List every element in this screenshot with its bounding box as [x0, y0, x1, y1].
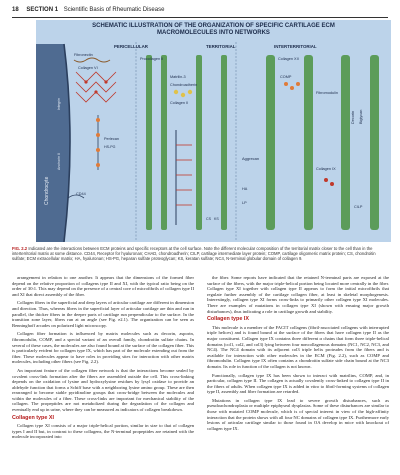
- label-procollagen-ii: Procollagen II: [140, 57, 164, 61]
- label-decorin: Decorin: [351, 110, 355, 124]
- label-cilp: CILP: [354, 205, 363, 209]
- collagen-ii-fibers: [146, 55, 227, 230]
- label-pericellular: PERICELLULAR: [114, 44, 148, 49]
- label-territorial: TERRITORIAL: [206, 44, 236, 49]
- paragraph: Collagen fibers in the superficial and deep layers of articular cartilage are different in dimension and direction. Thus, whereas fibers in the superficial layer of articular cartilage are thin and run in parallel, the thicker fibers in the deeper parts of cartilage run perpendicular to the surface. In the transition zone layer, fibers run at an angle (see Fig. e2.1). The organization can be seen as Benninghoff arcades on polarized light microscopy.: [12, 300, 194, 328]
- subheading-collagen-ix: Collagen type IX: [207, 316, 249, 323]
- label-integrin: Integrin: [57, 98, 61, 110]
- paragraph: Collagen fiber formation is influenced by matrix molecules such as decorin, asporin, fibromodulin, COMP, and a special variant of an overall family, chondroitin sulfate chains. In several of these cases, the molecules are also found bound at the surface of the collagen fiber. This is particularly evident for collagen type IX, which has part of the molecule extending out from the fiber. These molecules appear to have roles in providing sites for interaction with other matrix molecules, including other fibers (see Fig. 2.2).: [12, 331, 194, 365]
- label-cd44: CD44: [76, 192, 86, 196]
- caption-text: Indicated are the interactions between ECM proteins and specific receptors at the cell surface. Note the different molecular composition of the territorial matrix closer to the cell than in the interterritorial matrix at some distance. CD44, Receptor for hyaluronan; CHAD, chondroadherin; CILP, cartilage intermediate layer protein; COMP, cartilage oligomeric matrix protein; CS, chondroitin sulfate; ECM extracellular matrix; HA, hyaluronan; HS-PG, heparan sulfate proteoglycan; KS, keratan sulfate; NC4, N-terminal globular domain of collagen 9.: [12, 246, 376, 262]
- figure-title-line1: SCHEMATIC ILLUSTRATION OF THE ORGANIZATION OF SPECIFIC CARTILAGE ECM: [92, 23, 335, 29]
- label-comp: COMP: [280, 75, 292, 79]
- section-title: Scientific Basis of Rheumatic Disease: [63, 7, 165, 13]
- label-hs-pg: HS-PG: [104, 145, 116, 149]
- paragraph: Mutations in collagen type IX lead to severe growth disturbances, such as pseudoachondroplasia or multiple epiphyseal dysplasias. Some of these disturbances are similar to those with mutated COMP molecule, which is of special interest in view of the high-affinity interaction that the protein shows with all four NC domains of collagen type IX. Furthermore early lesions of articular cartilage similar to those found in OA develop in mice with knockout of collagen type IX.: [207, 397, 389, 431]
- label-biglycan: Biglycan: [359, 109, 363, 124]
- paragraph: This molecule is a member of the FACIT collagens (fibril-associated collagens with interrupted triple helices) and is found bound at the surface of the fibers that have collagen type II as the major constituent. Collagen type IX contains three different α chains that form three triple-helical domains (col1, col2, and col3) lying between four noncollagenous domains (NC1, NC2, NC3, and NC4). The NC4 domain with its adjacent col3 triple helix protrudes from the fibers and is available for interaction with other molecules in the ECM (Fig. 2.2), such as COMP and fibromodulin. Collagen type IX often contains a chondroitin sulfate side chain bound at the NC3 domain. Its role in function of the collagen is not known.: [207, 324, 389, 369]
- figure-panel: [36, 20, 391, 242]
- fibronectin-strand: [74, 58, 110, 62]
- figure-caption: [12, 246, 390, 261]
- perlecan-molecule: [96, 115, 100, 170]
- caption-label: FIG. 2.2: [12, 246, 28, 251]
- label-aggrecan: Aggrecan: [242, 156, 260, 161]
- matrilin-3-molecules: [174, 90, 192, 97]
- subheading-collagen-xi: Collagen type XI: [12, 414, 54, 421]
- section-label: SECTION 1: [26, 7, 59, 13]
- body-column-right: [207, 275, 389, 434]
- paragraph: Functionally, collagen type IX has been shown to interact with matrilins, COMP, and, in particular, collagen type II. The collagen is actually covalently cross-linked to collagen type II in the fibers of adults. When collagen type IX is added in vitro to fibril-forming systems of collagen type II, assembly and fiber formation are retarded.: [207, 372, 389, 395]
- paragraph: the fiber. Some reports have indicated that the retained N-terminal parts are exposed at the surface of the fibers, with the major triple-helical portion being located more centrally in the fiber. Collagen type XI together with collagen type II appears to form the initial microfibrils that regulate further assembly of the cartilage collagen fiber, at least in skeletal morphogenesis. Interestingly, collagen type XI forms cross-links to primarily other collagen type XI molecules. There are examples of mutations in collagen type XI (shown with ensuing major growth disturbances), thus indicating a role in cartilage growth and stability.: [207, 275, 389, 314]
- label-collagen-ii: Collagen II: [170, 101, 189, 105]
- label-lp: LP: [242, 201, 247, 205]
- label-fibromodulin: Fibromodulin: [316, 91, 338, 95]
- paragraph: Collagen type XI consists of a major triple-helical portion, similar in size to that of collagen types I and II but, in contrast to these collagens, the N-terminal propeptides are retained with the molecule incorporated into: [12, 423, 194, 440]
- page-number: 18: [12, 7, 19, 13]
- collagen-vi-network: [76, 72, 116, 102]
- paragraph: An important feature of the collagen fiber network is that the interactions become sealed by covalent cross-link formation after the fibers are assembled outside the cell. This cross-linking depends on the oxidation of lysine and hydroxylysine residues by lysyl oxidase to provide an aldehyde function that forms a Schiff base with a neighboring lysine amino group. These are then rearranged to become stable pyridinoline groups that cross-bridge between the molecules and within the molecules of a fiber. These cross-links are important for mechanical stability of the collagen. The propeptides are not metabolized during the degradation of the collagen and eventually end up in urine, where they can be measured as indicators of collagen breakdown.: [12, 367, 194, 413]
- label-interterritorial: INTERTERRITORIAL: [274, 44, 317, 49]
- label-chondroadherin: Chondroadherin: [170, 83, 198, 87]
- label-anchorin: Anchorin II: [57, 152, 61, 170]
- label-ks: KS: [214, 217, 219, 221]
- label-collagen-xii: Collagen XII: [278, 57, 299, 61]
- chondrocyte-cell: [36, 44, 70, 242]
- body-column-left: [12, 275, 194, 443]
- figure-title-line2: MACROMOLECULES INTO NETWORKS: [157, 30, 270, 36]
- label-perlecan: Perlecan: [104, 137, 119, 141]
- label-collagen-ix: Collagen IX: [316, 167, 336, 171]
- label-matrilin-3: Matrilin-3: [170, 75, 186, 79]
- ecm-diagram: [36, 20, 391, 242]
- aggrecan-complex: [176, 130, 192, 225]
- label-collagen-vi: Collagen VI: [78, 66, 98, 70]
- label-ha: HA: [242, 187, 248, 191]
- paragraph: arrangement in relation to one another. It appears that the dimensions of the formed fiber depend on the relative proportion of collagens type II and XI, with the typical ratio being on the order of 30:1. This may depend on the presence of a central core of microfibrils of collagen type II and XI that direct assembly of the fiber.: [12, 275, 194, 297]
- interterritorial-fibers: [266, 55, 379, 230]
- label-chondrocyte: Chondrocyte: [44, 176, 50, 205]
- label-fibronectin: Fibronectin: [74, 53, 93, 57]
- header-rule: [12, 17, 388, 18]
- label-cs: CS: [206, 217, 211, 221]
